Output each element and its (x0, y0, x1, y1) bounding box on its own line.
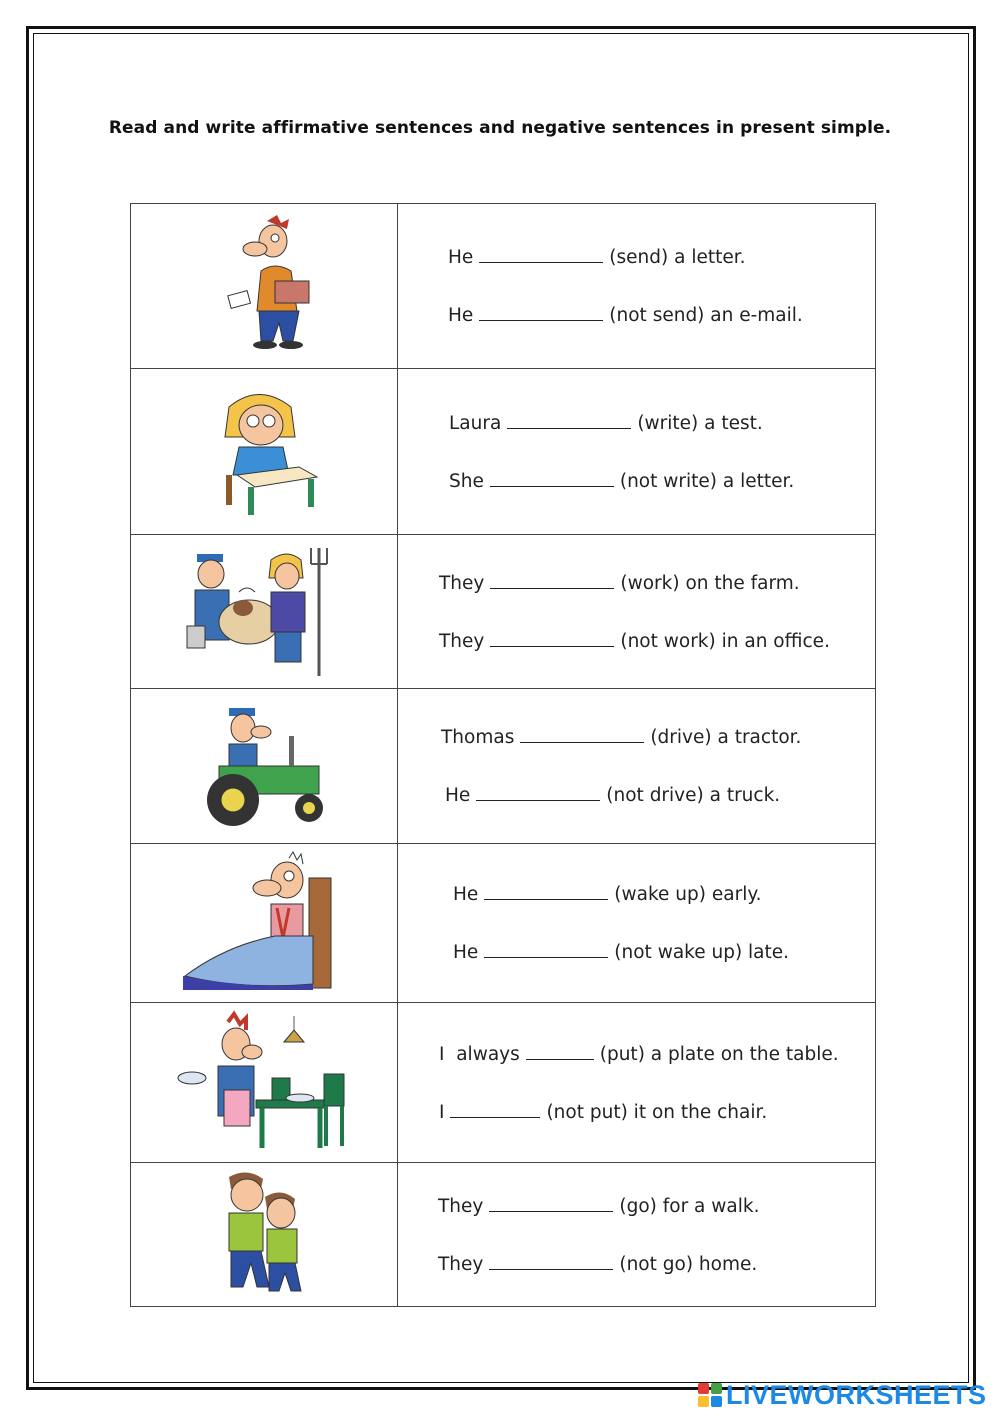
answer-blank[interactable] (479, 246, 603, 263)
affirmative-sentence: They (work) on the farm. (439, 572, 800, 594)
negative-sentence: I (not put) it on the chair. (439, 1101, 768, 1123)
negative-sentence: They (not work) in an office. (439, 630, 830, 652)
exercise-row (131, 1163, 876, 1307)
answer-blank[interactable] (489, 1253, 613, 1270)
man-setting-table-illustration (174, 1008, 354, 1158)
negative-sentence: He (not drive) a truck. (445, 785, 781, 806)
answer-blank[interactable] (484, 883, 608, 900)
answer-blank[interactable] (476, 784, 600, 801)
liveworksheets-logo-icon (698, 1383, 722, 1407)
exercise-row (131, 369, 876, 535)
exercise-row (131, 689, 876, 844)
farmers-with-cow-illustration (179, 542, 349, 682)
picture-cell (131, 535, 398, 689)
answer-blank[interactable] (490, 630, 614, 647)
picture-cell (131, 1003, 398, 1163)
tractor-driver-illustration (189, 696, 339, 836)
exercise-row (131, 535, 876, 689)
answer-blank[interactable] (520, 726, 644, 743)
sentence-cell (398, 369, 876, 535)
picture-cell (131, 844, 398, 1003)
affirmative-sentence: Thomas (drive) a tractor. (441, 727, 802, 748)
affirmative-sentence: I always (put) a plate on the table. (439, 1043, 839, 1065)
two-boys-walking-illustration (199, 1167, 329, 1302)
liveworksheets-logo-text: LIVEWORKSHEETS (726, 1379, 987, 1410)
answer-blank[interactable] (490, 470, 614, 487)
affirmative-sentence: Laura (write) a test. (449, 412, 763, 434)
answer-blank[interactable] (489, 1195, 613, 1212)
sentence-cell (398, 535, 876, 689)
affirmative-sentence: They (go) for a walk. (438, 1195, 760, 1217)
negative-sentence: He (not send) an e-mail. (448, 305, 803, 326)
answer-blank[interactable] (507, 412, 631, 429)
exercise-row (131, 844, 876, 1003)
sentence-cell (398, 844, 876, 1003)
sentence-cell (398, 1163, 876, 1307)
answer-blank[interactable] (526, 1043, 594, 1060)
mailman-illustration (189, 211, 339, 361)
sentence-cell (398, 1003, 876, 1163)
picture-cell (131, 369, 398, 535)
man-in-bed-illustration (179, 848, 349, 998)
negative-sentence: He (not wake up) late. (453, 942, 790, 963)
affirmative-sentence: He (send) a letter. (448, 247, 746, 268)
exercise-row (131, 1003, 876, 1163)
answer-blank[interactable] (490, 572, 614, 589)
sentence-cell (398, 204, 876, 369)
exercise-table (130, 203, 876, 1307)
answer-blank[interactable] (450, 1101, 540, 1118)
picture-cell (131, 1163, 398, 1307)
picture-cell (131, 689, 398, 844)
exercise-row (131, 204, 876, 369)
negative-sentence: They (not go) home. (438, 1253, 758, 1275)
answer-blank[interactable] (479, 304, 603, 321)
picture-cell (131, 204, 398, 369)
sentence-cell (398, 689, 876, 844)
instruction-heading: Read and write affirmative sentences and negative sentences in present simple. (108, 118, 892, 138)
liveworksheets-logo (698, 1380, 987, 1410)
negative-sentence: She (not write) a letter. (449, 470, 795, 492)
affirmative-sentence: He (wake up) early. (453, 884, 762, 905)
answer-blank[interactable] (484, 941, 608, 958)
girl-writing-test-illustration (189, 377, 339, 527)
